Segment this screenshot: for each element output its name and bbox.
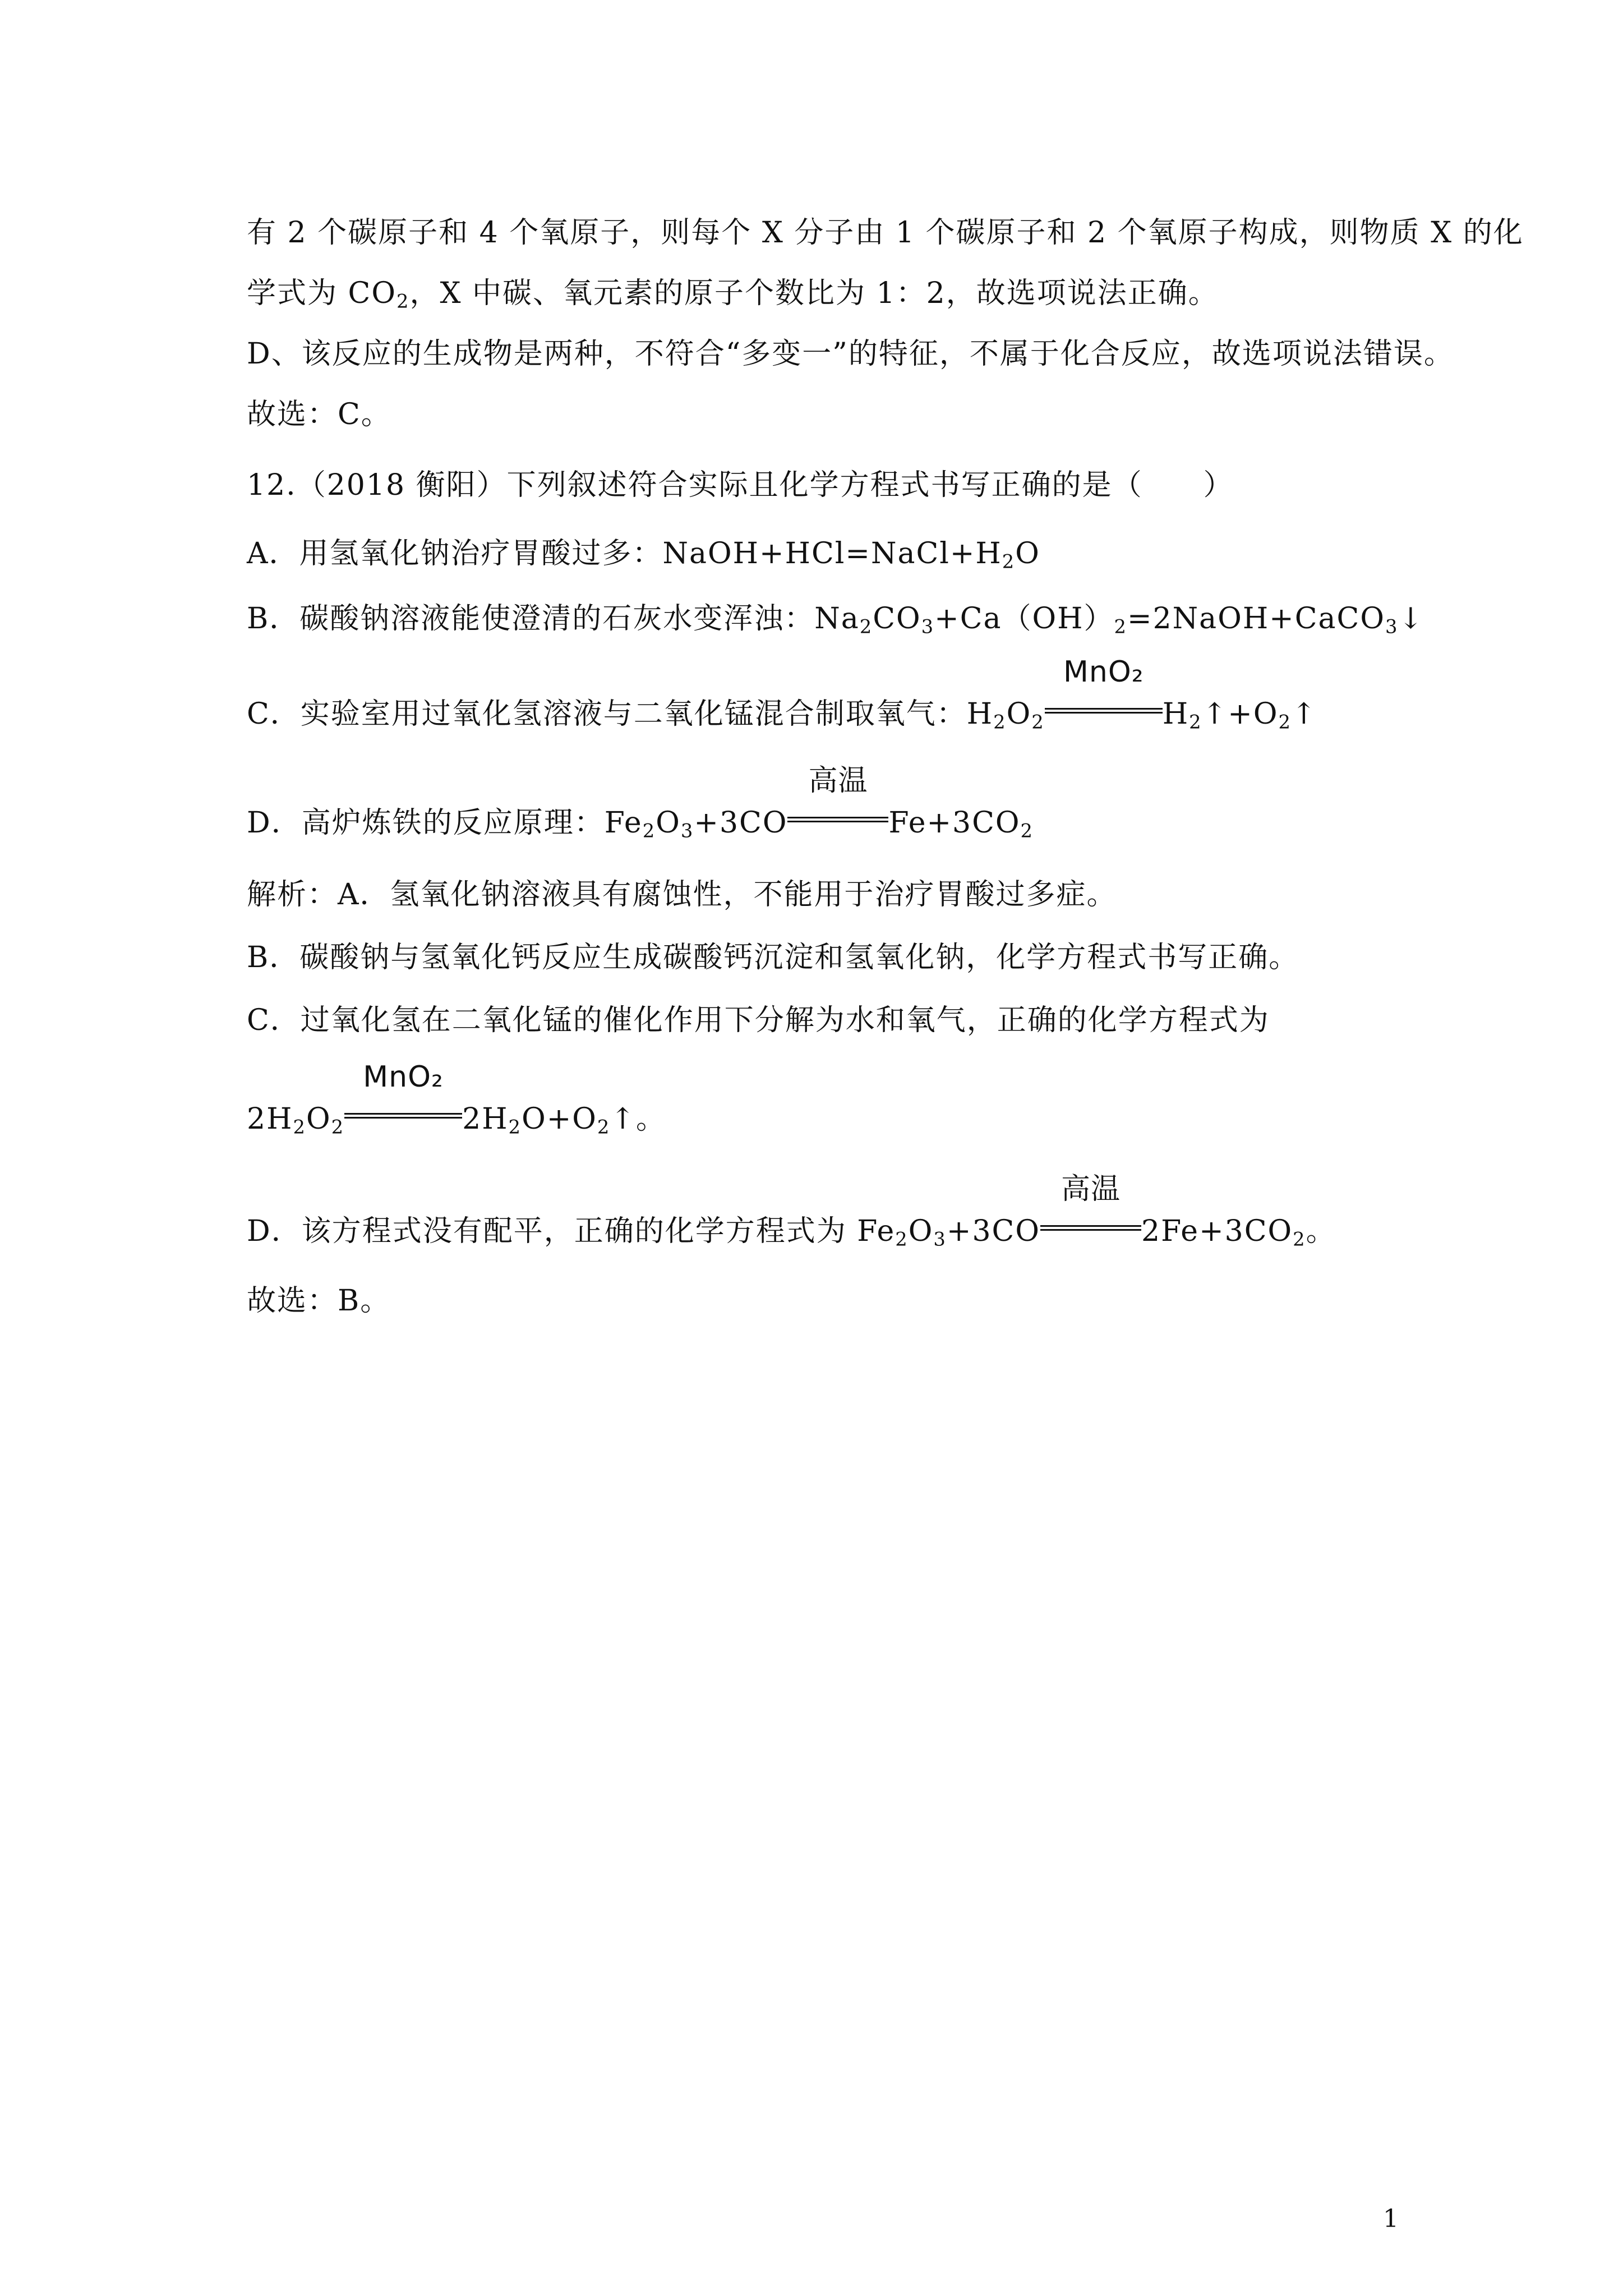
option-text: C．实验室用过氧化氢溶液与二氧化锰混合制取氧气：H: [247, 697, 994, 731]
analysis-text: C．过氧化氢在二氧化锰的催化作用下分解为水和氧气，正确的化学方程式为: [247, 1004, 1270, 1037]
line-text: 学式为 CO: [247, 277, 396, 310]
subscript: 2: [293, 1116, 306, 1138]
option-text: ↑+O: [1202, 697, 1279, 731]
option-d: [247, 764, 1402, 843]
option-text: Fe+3CO: [888, 806, 1021, 840]
double-line: [1040, 1225, 1141, 1231]
text-line-3: [247, 334, 1454, 374]
double-line: [787, 817, 888, 822]
subscript: 2: [508, 1116, 522, 1138]
option-text: H: [1162, 697, 1189, 731]
condition-label: MnO₂: [1063, 655, 1144, 689]
analysis-text: O: [908, 1214, 934, 1248]
condition-label: 高温: [1061, 1172, 1121, 1206]
text-line-2: [247, 274, 1402, 313]
question-12: [247, 466, 1402, 505]
analysis-c: [247, 1001, 1402, 1040]
analysis-text: +3CO: [946, 1214, 1040, 1248]
option-text: =2NaOH+CaCO: [1127, 602, 1385, 636]
analysis-d: [247, 1172, 1402, 1251]
analysis-text: 解析：A．氢氧化钠溶液具有腐蚀性，不能用于治疗胃酸过多症。: [247, 878, 1117, 912]
subscript: 2: [597, 1116, 611, 1138]
answer-text: 故选：B。: [247, 1284, 391, 1318]
condition-label: MnO₂: [363, 1060, 444, 1094]
double-line: [1045, 708, 1163, 714]
subscript: 2: [859, 615, 873, 638]
subscript: 2: [993, 711, 1007, 733]
subscript: 2: [1189, 711, 1202, 733]
subscript: 2: [1031, 711, 1045, 733]
subscript: 2: [1293, 1228, 1306, 1250]
equation-text: 2H: [462, 1102, 509, 1136]
answer-line: [247, 1281, 1402, 1320]
option-text: O: [656, 806, 681, 840]
precipitate-arrow: ↓: [1398, 602, 1424, 636]
subscript: 2: [1114, 615, 1128, 638]
gas-arrow: ↑: [1291, 697, 1317, 731]
condition-label: 高温: [808, 764, 868, 798]
subscript: 2: [1278, 711, 1292, 733]
option-text: O: [1015, 537, 1040, 570]
option-c: [247, 655, 1402, 734]
option-text: A．用氢氧化钠治疗胃酸过多：NaOH+HCl=NaCl+H: [247, 537, 1002, 570]
analysis-b: [247, 938, 1402, 977]
subscript: 2: [331, 1116, 345, 1138]
option-a: [247, 534, 1402, 573]
subscript: 2: [1002, 550, 1016, 573]
analysis-a: [247, 875, 1402, 914]
option-text: B．碳酸钠溶液能使澄清的石灰水变浑浊：Na: [247, 602, 860, 636]
option-text: CO: [873, 602, 921, 636]
analysis-text: B．碳酸钠与氢氧化钙反应生成碳酸钙沉淀和氢氧化钠，化学方程式书写正确。: [247, 941, 1299, 974]
question-text: 12.（2018 衡阳）下列叙述符合实际且化学方程式书写正确的是（ ）: [247, 468, 1234, 502]
option-b: [247, 599, 1424, 638]
subscript: 2: [642, 820, 656, 842]
analysis-text: 2Fe+3CO: [1141, 1214, 1293, 1248]
text-line-4: [247, 395, 1402, 434]
reaction-condition-mno2: [1045, 655, 1163, 724]
double-line: [344, 1113, 462, 1119]
option-text: O: [1006, 697, 1032, 731]
line-text: D、该反应的生成物是两种，不符合“多变一”的特征，不属于化合反应，故选项说法错误。: [247, 337, 1454, 371]
subscript: 3: [933, 1228, 947, 1250]
option-text: +Ca（OH）: [934, 602, 1114, 636]
reaction-condition-high-temp: [1040, 1172, 1141, 1241]
line-text: ，X 中碳、氧元素的原子个数比为 1：2，故选项说法正确。: [409, 277, 1219, 310]
subscript: 3: [680, 820, 694, 842]
analysis-text: 。: [1306, 1214, 1336, 1248]
reaction-condition-mno2: [344, 1060, 462, 1129]
option-text: D．高炉炼铁的反应原理：Fe: [247, 806, 643, 840]
equation-text: O+O: [522, 1102, 597, 1136]
gas-arrow: ↑。: [610, 1102, 666, 1136]
page-number: 1: [1383, 2205, 1399, 2233]
equation-text: O: [306, 1102, 331, 1136]
subscript: 3: [1385, 615, 1399, 638]
subscript: 2: [1020, 820, 1034, 842]
option-text: +3CO: [694, 806, 788, 840]
analysis-c-equation: [247, 1060, 1402, 1139]
line-text: 故选：C。: [247, 398, 391, 431]
text-line-1: [247, 213, 1524, 252]
subscript: 2: [396, 290, 410, 312]
reaction-condition-high-temp: [787, 764, 888, 832]
subscript: 3: [921, 615, 935, 638]
line-text: 有 2 个碳原子和 4 个氧原子，则每个 X 分子由 1 个碳原子和 2 个氧原子构成，则物质 X 的化: [247, 216, 1524, 250]
analysis-text: D．该方程式没有配平，正确的化学方程式为 Fe: [247, 1214, 896, 1248]
equation-text: 2H: [247, 1102, 293, 1136]
subscript: 2: [895, 1228, 909, 1250]
